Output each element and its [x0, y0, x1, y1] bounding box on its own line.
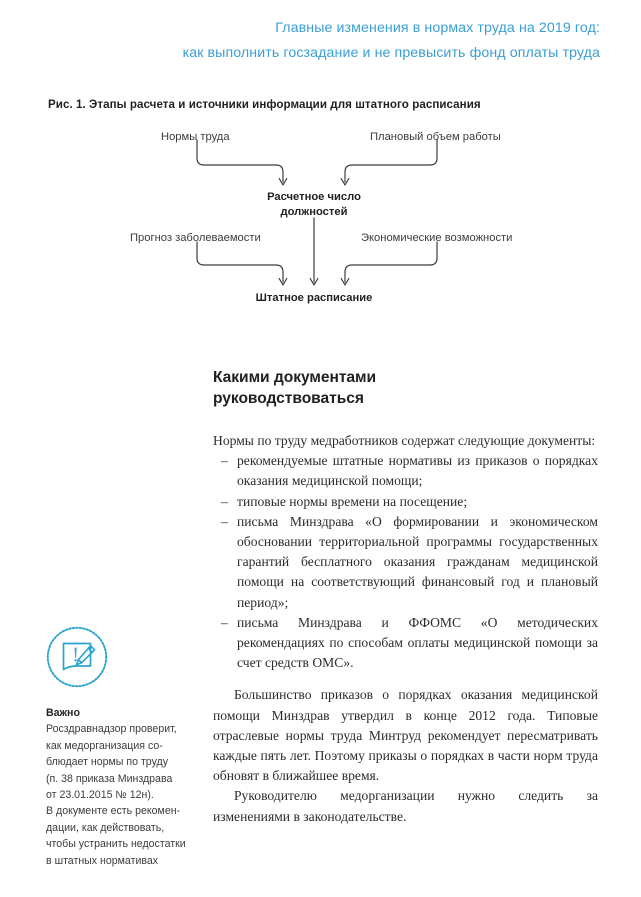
section-heading-line-1: Какими документами: [213, 369, 377, 386]
diagram-arrows: [0, 120, 641, 320]
paragraph-spacer: [213, 673, 598, 685]
list-item: – типовые нормы времени на посещение;: [213, 492, 598, 512]
list-item: – рекомендуемые штатные нормативы из приказов о порядках оказания медицинской помощи;: [213, 451, 598, 491]
diagram-node-bottom: Штатное расписание: [255, 292, 373, 304]
list-item: – письма Минздрава «О формировании и экономическом обосновании территориальной программы государственных гарантий бесплатного оказания гражданам медицинской помощи на соответствующий финансовый год и плановый период»;: [213, 512, 598, 613]
callout-line-2: как медорганизация со-: [46, 739, 163, 752]
header-line-2: как выполнить госзадание и не превысить фонд оплаты труда: [182, 45, 600, 61]
diagram-node-top-right: Плановый объем работы: [370, 131, 501, 143]
section-heading: [213, 367, 603, 409]
callout-line-1: Росздравнадзор проверит,: [46, 723, 177, 736]
diagram-node-top-left: Нормы труда: [161, 131, 230, 143]
diagram-node-mid-right: Экономические возможности: [361, 232, 513, 244]
page-header: [0, 16, 600, 66]
figure-diagram: [0, 120, 641, 320]
diagram-node-center-line2: должностей: [280, 206, 348, 218]
important-callout: [46, 626, 198, 869]
callout-line-6: В документе есть рекомен-: [46, 805, 181, 818]
main-body-column: [213, 431, 598, 827]
body-paragraph-1: Большинство приказов о порядках оказания медицинской помощи Минздрав утвердил в конце 2012 года. Типовые отраслевые нормы труда Минтруд рекомендует пересматривать каждые пять лет. Поэтому приказы о порядках в части норм труда обновят в ближайшее время.: [213, 687, 598, 784]
section-heading-line-2: руководствоваться: [213, 390, 364, 407]
callout-line-3: блюдает нормы по труду: [46, 756, 168, 769]
callout-body: [46, 721, 198, 869]
intro-paragraph: Нормы по труду медработников содержат следующие документы:: [213, 433, 596, 448]
body-paragraph-2: Руководителю медорганизации нужно следить за изменениями в законодательстве.: [213, 788, 598, 824]
figure-caption: Рис. 1. Этапы расчета и источники информации для штатного расписания: [48, 98, 481, 111]
diagram-node-mid-left: Прогноз заболеваемости: [130, 232, 261, 244]
documents-bullet-list: [213, 451, 598, 673]
list-item: – письма Минздрава и ФФОМС «О методических рекомендациях по способам оплаты медицинской помощи за счет средств ОМС».: [213, 613, 598, 674]
callout-line-9: в штатных нормативах: [46, 854, 159, 867]
callout-line-4: (п. 38 приказа Минздрава: [46, 772, 173, 785]
callout-line-7: дации, как действовать,: [46, 821, 165, 834]
diagram-node-center-line1: Расчетное число: [267, 191, 361, 203]
callout-line-5: от 23.01.2015 № 12н).: [46, 789, 154, 802]
callout-title: Важно: [46, 707, 80, 719]
document-exclamation-pencil-icon: [46, 626, 108, 688]
callout-line-8: чтобы устранить недостатки: [46, 838, 186, 851]
header-line-1: Главные изменения в нормах труда на 2019 год:: [275, 20, 600, 36]
